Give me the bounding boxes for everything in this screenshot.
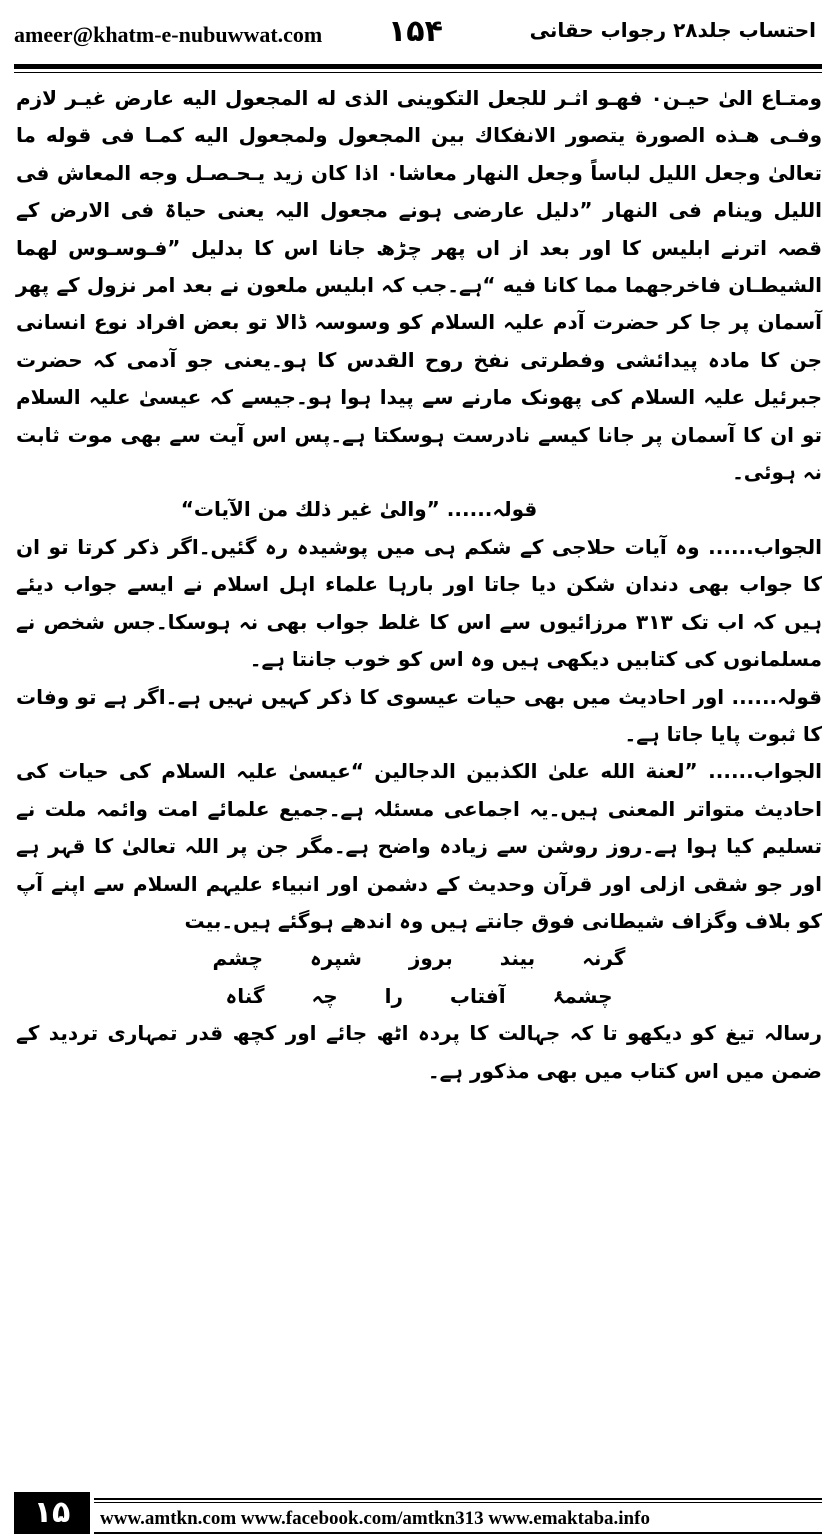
qaul-label: قولہ...... [446, 497, 538, 522]
qaul-label: قولہ...... [731, 684, 822, 709]
paragraph-arabic-quote: ومتـاع الیٰ حیـن٠ فهـو اثـر للجعل التکوینی الذی له المجعول الیه عارض غیـر لازم وفـی هـذه الصورة یتصور الانفکاك بین المجعول ولمجعول الیه کمـا فی قوله ما تعالیٰ وجعل اللیل لباساً وجعل النهار معاشا٠ اذا کان زید یـحـصـل وجه المعاش فی اللیل وینام فی النهار ”دلیل عارضی ہونے مجعول الیہ یعنی حیاۃ فی الارض کے قصہ اترنے ابلیس کا اور بعد از اں پھر چڑھ جانا اس کا بدلیل ”فـوسـوس لهما الشیطـان فاخرجهما مما کانا فیه “ہے۔جب کہ ابلیس ملعون نے بعد امر نزول کے پھر آسمان پر جا کر حضرت آدم علیہ السلام کو وسوسہ ڈالا تو بعض افراد نوع انسانی جن کا مادہ پیدائشی وفطرتی نفخ روح القدس کا ہو۔یعنی جو آدمی کہ حضرت جبرئیل علیہ السلام کی پھونک مارنے سے پیدا ہوا ہو۔جیسے کہ عیسیٰ علیہ السلام تو ان کا آسمان پر جانا کیسے نادرست ہوسکتا ہے۔پس اس آیت سے بھی موت ثابت نہ ہوئی۔ [16, 86, 823, 485]
poem-line-2: چشمۂ آفتاب را چہ گناہ [225, 983, 613, 1008]
poem-line-1: گرنہ بیند بروز شپرہ چشم [212, 946, 626, 971]
footer-urls: www.amtkn.com www.facebook.com/amtkn313 www.emaktaba.info [100, 1508, 650, 1529]
jawab-2 [16, 753, 822, 940]
qaul-text: اور احادیث میں بھی حیات عیسوی کا ذکر کہیں نہیں ہے۔اگر ہے تو وفات کا ثبوت پایا جاتا ہے۔ [16, 684, 822, 746]
header-email: ameer@khatm-e-nubuwwat.com [14, 22, 323, 47]
qaul-text: ”والیٰ غیر ذلك من الآیات“ [180, 497, 440, 522]
page-header [14, 8, 822, 64]
jawab-label: الجواب...... [708, 759, 823, 784]
header-rule-thin [14, 72, 822, 73]
footer-rule-top [94, 1498, 822, 1500]
header-page-number: ۱۵۴ [388, 14, 443, 49]
qaul-1 [16, 491, 822, 528]
closing-paragraph: رسالہ تیغ کو دیکھو تا کہ جہالت کا پردہ اٹھ جائے اور کچھ قدر تمہاری تردید کے ضمن میں اس کتاب میں بھی مذکور ہے۔ [16, 1021, 822, 1083]
footer-rule-top-thin [94, 1502, 822, 1503]
header-rule-thick [14, 64, 822, 69]
jawab-label: الجواب...... [708, 534, 823, 559]
header-book-title: احتساب جلد۲۸ رجواب حقانی [529, 18, 816, 42]
jawab-text: ”لعنة الله علیٰ الکذبین الدجالین “عیسیٰ علیہ السلام کی حیات کی احادیث متواتر المعنی ہیں۔یہ اجماعی مسئلہ ہے۔جمیع علمائے امت وائمہ ملت نے تسلیم کیا ہوا ہے۔روز روشن سے زیادہ واضح ہے۔مگر جن پر اللہ تعالیٰ کا قہر ہے اور جو شقی ازلی اور قرآن وحدیث کے دشمن اور انبیاء علیہم السلام سے اپنے آپ کو بلاف وگزاف شیطانی فوق جانتے ہیں وہ اندھے ہوگئے ہیں۔بیت [16, 759, 822, 933]
footer-page-number: ۱۵ [14, 1492, 90, 1534]
page-body [16, 80, 822, 1490]
jawab-1 [16, 529, 822, 679]
jawab-text: وہ آیات حلاجی کے شکم ہی میں پوشیدہ رہ گئیں۔اگر ذکر کرتا تو ان کا جواب بھی دندان شکن دیا جاتا اور بارہا علماء اہل اسلام نے ایسے جواب دیئے ہیں کہ اب تک ۳۱۳ مرزائیوں سے اس کا غلط جواب بھی نہ ہوسکا۔جس شخص نے مسلمانوں کی کتابیں دیکھی ہیں وہ اس کو خوب جانتا ہے۔ [16, 534, 822, 672]
qaul-2 [16, 679, 822, 754]
page-footer [14, 1492, 822, 1536]
footer-rule-bottom [94, 1532, 822, 1534]
